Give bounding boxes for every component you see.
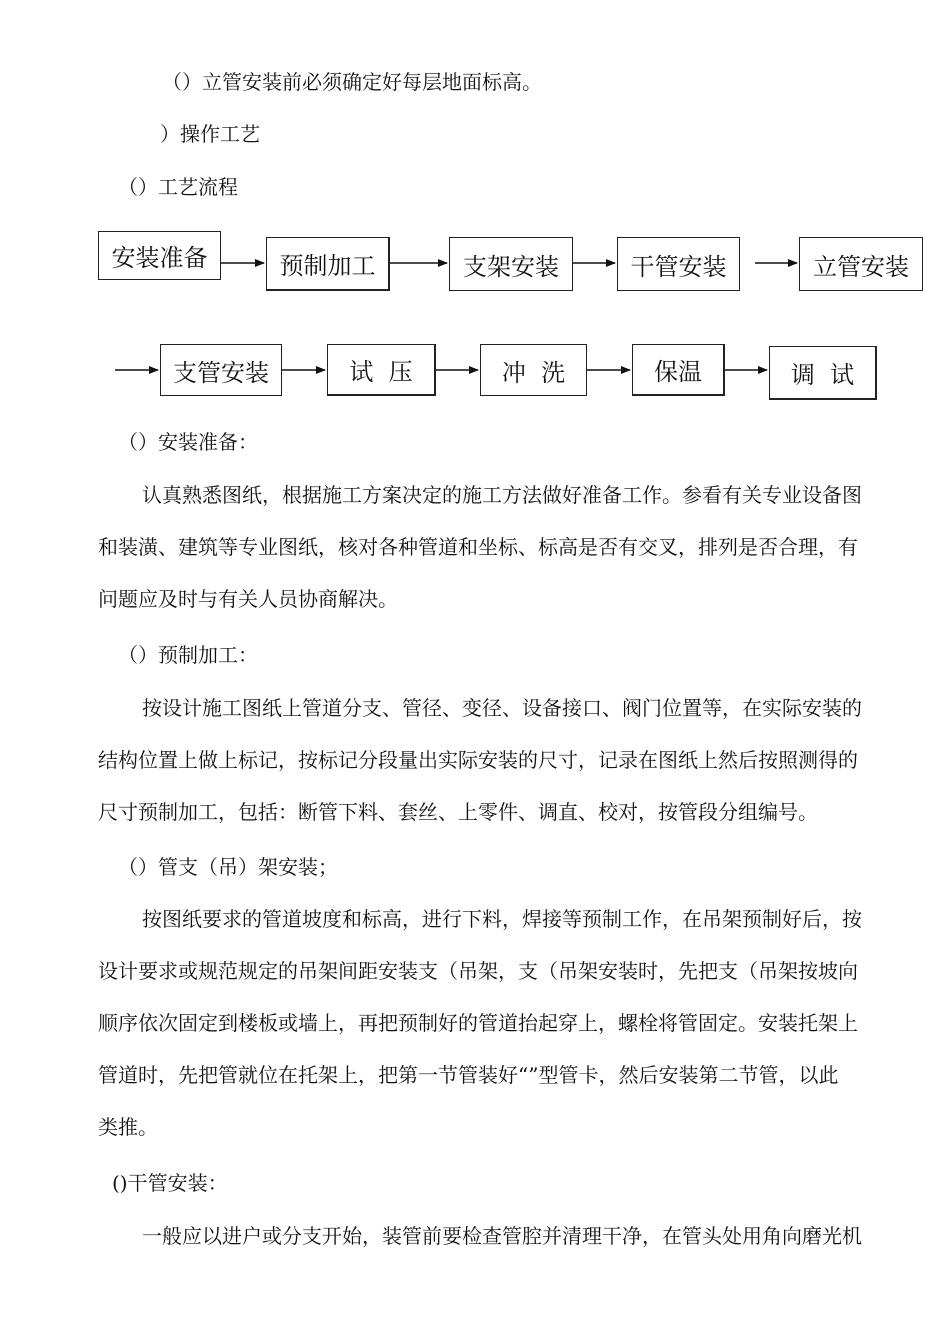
- text-line: 类推。: [98, 1115, 158, 1139]
- section-heading: （）管支（吊）架安装；: [118, 855, 338, 879]
- section-heading: （）安装准备：: [118, 430, 258, 454]
- text-line: 设计要求或规范规定的吊架间距安装支（吊架，支（吊架安装时，先把支（吊架按坡向: [98, 959, 858, 983]
- flow-box-bracket-install: 支架安装: [449, 237, 573, 291]
- section-heading: ()干管安装：: [112, 1171, 228, 1195]
- intro-line-2: ）操作工艺: [160, 122, 260, 146]
- section-body: [98, 893, 888, 1153]
- text-line: 尺寸预制加工，包括：断管下料、套丝、上零件、调直、校对，按管段分组编号。: [98, 800, 818, 824]
- text-line: 按设计施工图纸上管道分支、管径、变径、设备接口、阀门位置等，在实际安装的: [142, 696, 862, 720]
- flow-box-install-prep: 安装准备: [98, 231, 221, 280]
- section-heading: （）预制加工：: [118, 643, 258, 667]
- text-line: 和装潢、建筑等专业图纸，核对各种管道和坐标、标高是否有交叉，排列是否合理，有: [98, 535, 858, 559]
- flow-box-prefab: 预制加工: [266, 237, 390, 291]
- text-line: 问题应及时与有关人员协商解决。: [98, 587, 398, 611]
- flow-box-main-pipe: 干管安装: [617, 237, 740, 291]
- text-line: 管道时，先把管就位在托架上，把第一节管装好“”型管卡，然后安装第二节管，以此: [98, 1063, 839, 1087]
- section-body: [98, 682, 888, 838]
- flow-box-commissioning: 调 试: [769, 346, 877, 400]
- section-body: [98, 469, 888, 625]
- text-line: 认真熟悉图纸，根据施工方案决定的施工方法做好准备工作。参看有关专业设备图: [142, 483, 862, 507]
- flow-box-insulation: 保温: [632, 344, 725, 396]
- text-line: 顺序依次固定到楼板或墙上，再把预制好的管道抬起穿上，螺栓将管固定。安装托架上: [98, 1011, 858, 1035]
- intro-line-1: （）立管安装前必须确定好每层地面标高。: [162, 70, 542, 94]
- section-body: [98, 1210, 888, 1262]
- intro-line-3: （）工艺流程: [118, 175, 238, 199]
- flow-box-flush: 冲 洗: [480, 344, 587, 396]
- text-line: 一般应以进户或分支开始，装管前要检查管腔并清理干净，在管头处用角向磨光机: [142, 1224, 862, 1248]
- flow-box-riser: 立管安装: [799, 237, 923, 291]
- text-line: 结构位置上做上标记，按标记分段量出实际安装的尺寸，记录在图纸上然后按照测得的: [98, 748, 858, 772]
- flow-box-pressure-test: 试 压: [327, 344, 436, 396]
- flow-box-branch: 支管安装: [160, 344, 282, 396]
- text-line: 按图纸要求的管道坡度和标高，进行下料，焊接等预制工作，在吊架预制好后，按: [142, 907, 862, 931]
